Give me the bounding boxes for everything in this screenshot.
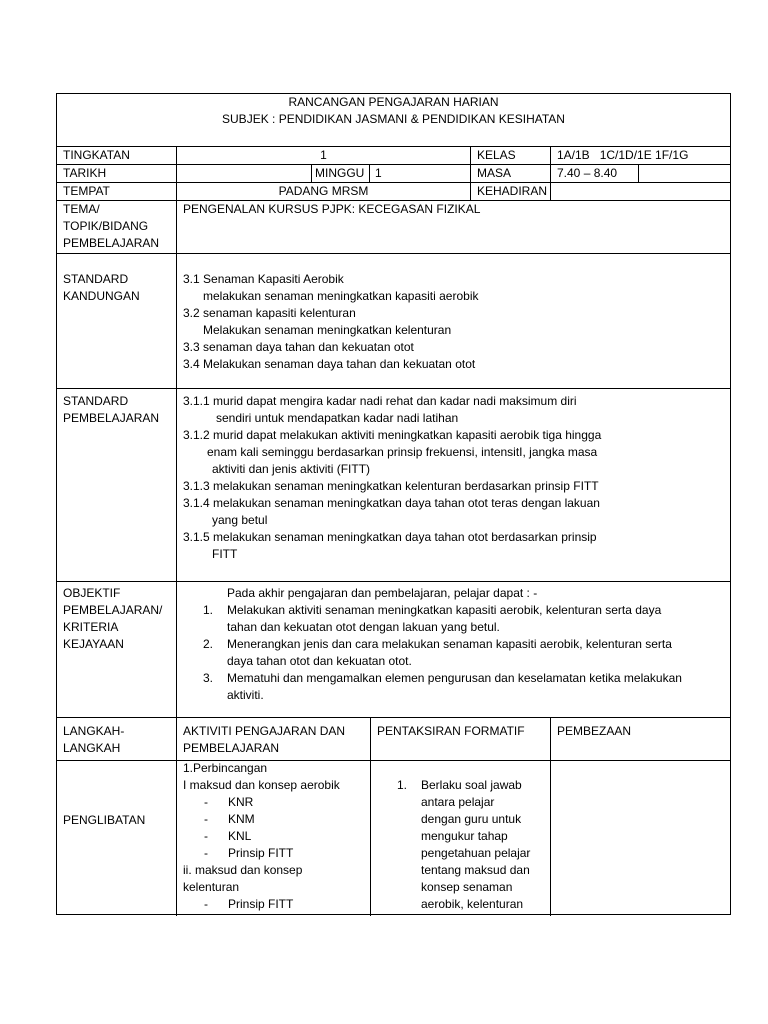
pentaksiran-column-header: PENTAKSIRAN FORMATIF — [377, 724, 525, 738]
row-divider — [57, 717, 730, 718]
standard-pembelajaran-label: STANDARD PEMBELAJARAN — [63, 394, 160, 425]
pentaksiran-content: 1. Berlaku soal jawab antara pelajar dengan guru untuk mengukur tahap pengetahuan pelajar tentang maksud dan konsep senaman aerobik, kelenturan — [397, 778, 531, 911]
row-divider — [57, 164, 730, 165]
standard-pembelajaran-content: 3.1.1 murid dapat mengira kadar nadi rehat dan kadar nadi maksimum diri sendiri untuk mendapatkan kadar nadi latihan 3.1.2 murid dapat melakukan aktiviti meningkatkan kapasiti aerobik tiga hingga enam kali seminggu berdasarkan prinsip frekuensi, intensitI, jangka masa aktiviti dan jenis aktiviti (FITT) 3.1.3 melakukan senaman meningkatkan kelenturan berdasarkan prinsip FITT 3.1.4 melakukan senaman meningkatkan daya tahan otot teras dengan lakuan yang betul 3.1.5 melakukan senaman meningkatkan daya tahan otot berdasarkan prinsip FITT — [183, 394, 602, 561]
tempat-value: PADANG MRSM — [278, 184, 369, 198]
objektif-content — [183, 585, 682, 704]
column-divider — [550, 717, 551, 916]
document-title: RANCANGAN PENGAJARAN HARIAN — [288, 95, 499, 109]
lesson-plan-table — [56, 93, 731, 915]
kehadiran-label: KEHADIRAN — [477, 184, 548, 198]
column-divider — [311, 164, 312, 182]
standard-kandungan-label: STANDARD KANDUNGAN — [63, 272, 140, 303]
objektif-item: 2. Menerangkan jenis dan cara melakukan senaman kapasiti aerobik, kelenturan serta daya tahan otot dan kekuatan otot. — [203, 637, 672, 668]
aktiviti-content: 1.Perbincangan I maksud dan konsep aerobik - KNR - KNM - KNL - Prinsip FITT ii. maksud dan konsep kelenturan - Prinsip FITT — [183, 761, 340, 911]
row-divider — [57, 388, 730, 389]
pembezaan-column-header: PEMBEZAAN — [557, 724, 632, 738]
objektif-item: 3. Mematuhi dan mengamalkan elemen pengurusan dan keselamatan ketika melakukan aktiviti. — [203, 671, 682, 702]
tarikh-label: TARIKH — [63, 166, 107, 180]
standard-kandungan-content: 3.1 Senaman Kapasiti Aerobik melakukan senaman meningkatkan kapasiti aerobik 3.2 senaman kapasiti kelenturan Melakukan senaman meningkatkan kelenturan 3.3 senaman daya tahan dan kekuatan otot 3.4 Melakukan senaman daya tahan dan kekuatan otot — [183, 272, 479, 371]
kelas-value: 1A/1B 1C/1D/1E 1F/1G — [557, 148, 689, 162]
tingkatan-label: TINGKATAN — [63, 148, 130, 162]
row-divider — [57, 581, 730, 582]
row-divider — [57, 760, 730, 761]
minggu-value: 1 — [375, 166, 382, 180]
column-divider — [470, 146, 471, 200]
tema-value: PENGENALAN KURSUS PJPK: KECEGASAN FIZIKAL — [183, 202, 481, 216]
langkah-label: LANGKAH- LANGKAH — [63, 724, 125, 755]
tingkatan-value: 1 — [320, 148, 327, 162]
aktiviti-column-header: AKTIVITI PENGAJARAN DAN PEMBELAJARAN — [183, 724, 346, 755]
objektif-label: OBJEKTIF PEMBELAJARAN/ KRITERIA KEJAYAAN — [63, 586, 163, 651]
masa-value: 7.40 – 8.40 — [557, 166, 618, 180]
tempat-label: TEMPAT — [63, 184, 110, 198]
tema-label: TEMA/ TOPIK/BIDANG PEMBELAJARAN — [63, 202, 160, 250]
document-subject: SUBJEK : PENDIDIKAN JASMANI & PENDIDIKAN KESIHATAN — [222, 112, 565, 126]
objektif-intro: Pada akhir pengajaran dan pembelajaran, pelajar dapat : - — [227, 586, 538, 600]
objektif-item: 1. Melakukan aktiviti senaman meningkatkan kapasiti aerobik, kelenturan serta daya tahan dan kekuatan otot dengan lakuan yang betul. — [203, 603, 662, 634]
kelas-label: KELAS — [477, 148, 516, 162]
minggu-label: MINGGU — [315, 166, 365, 180]
column-divider — [176, 146, 177, 916]
masa-label: MASA — [477, 166, 512, 180]
column-divider — [638, 164, 639, 182]
penglibatan-label: PENGLIBATAN — [63, 813, 146, 827]
row-divider — [57, 253, 730, 254]
column-divider — [370, 717, 371, 916]
column-divider — [550, 146, 551, 200]
column-divider — [369, 164, 370, 182]
